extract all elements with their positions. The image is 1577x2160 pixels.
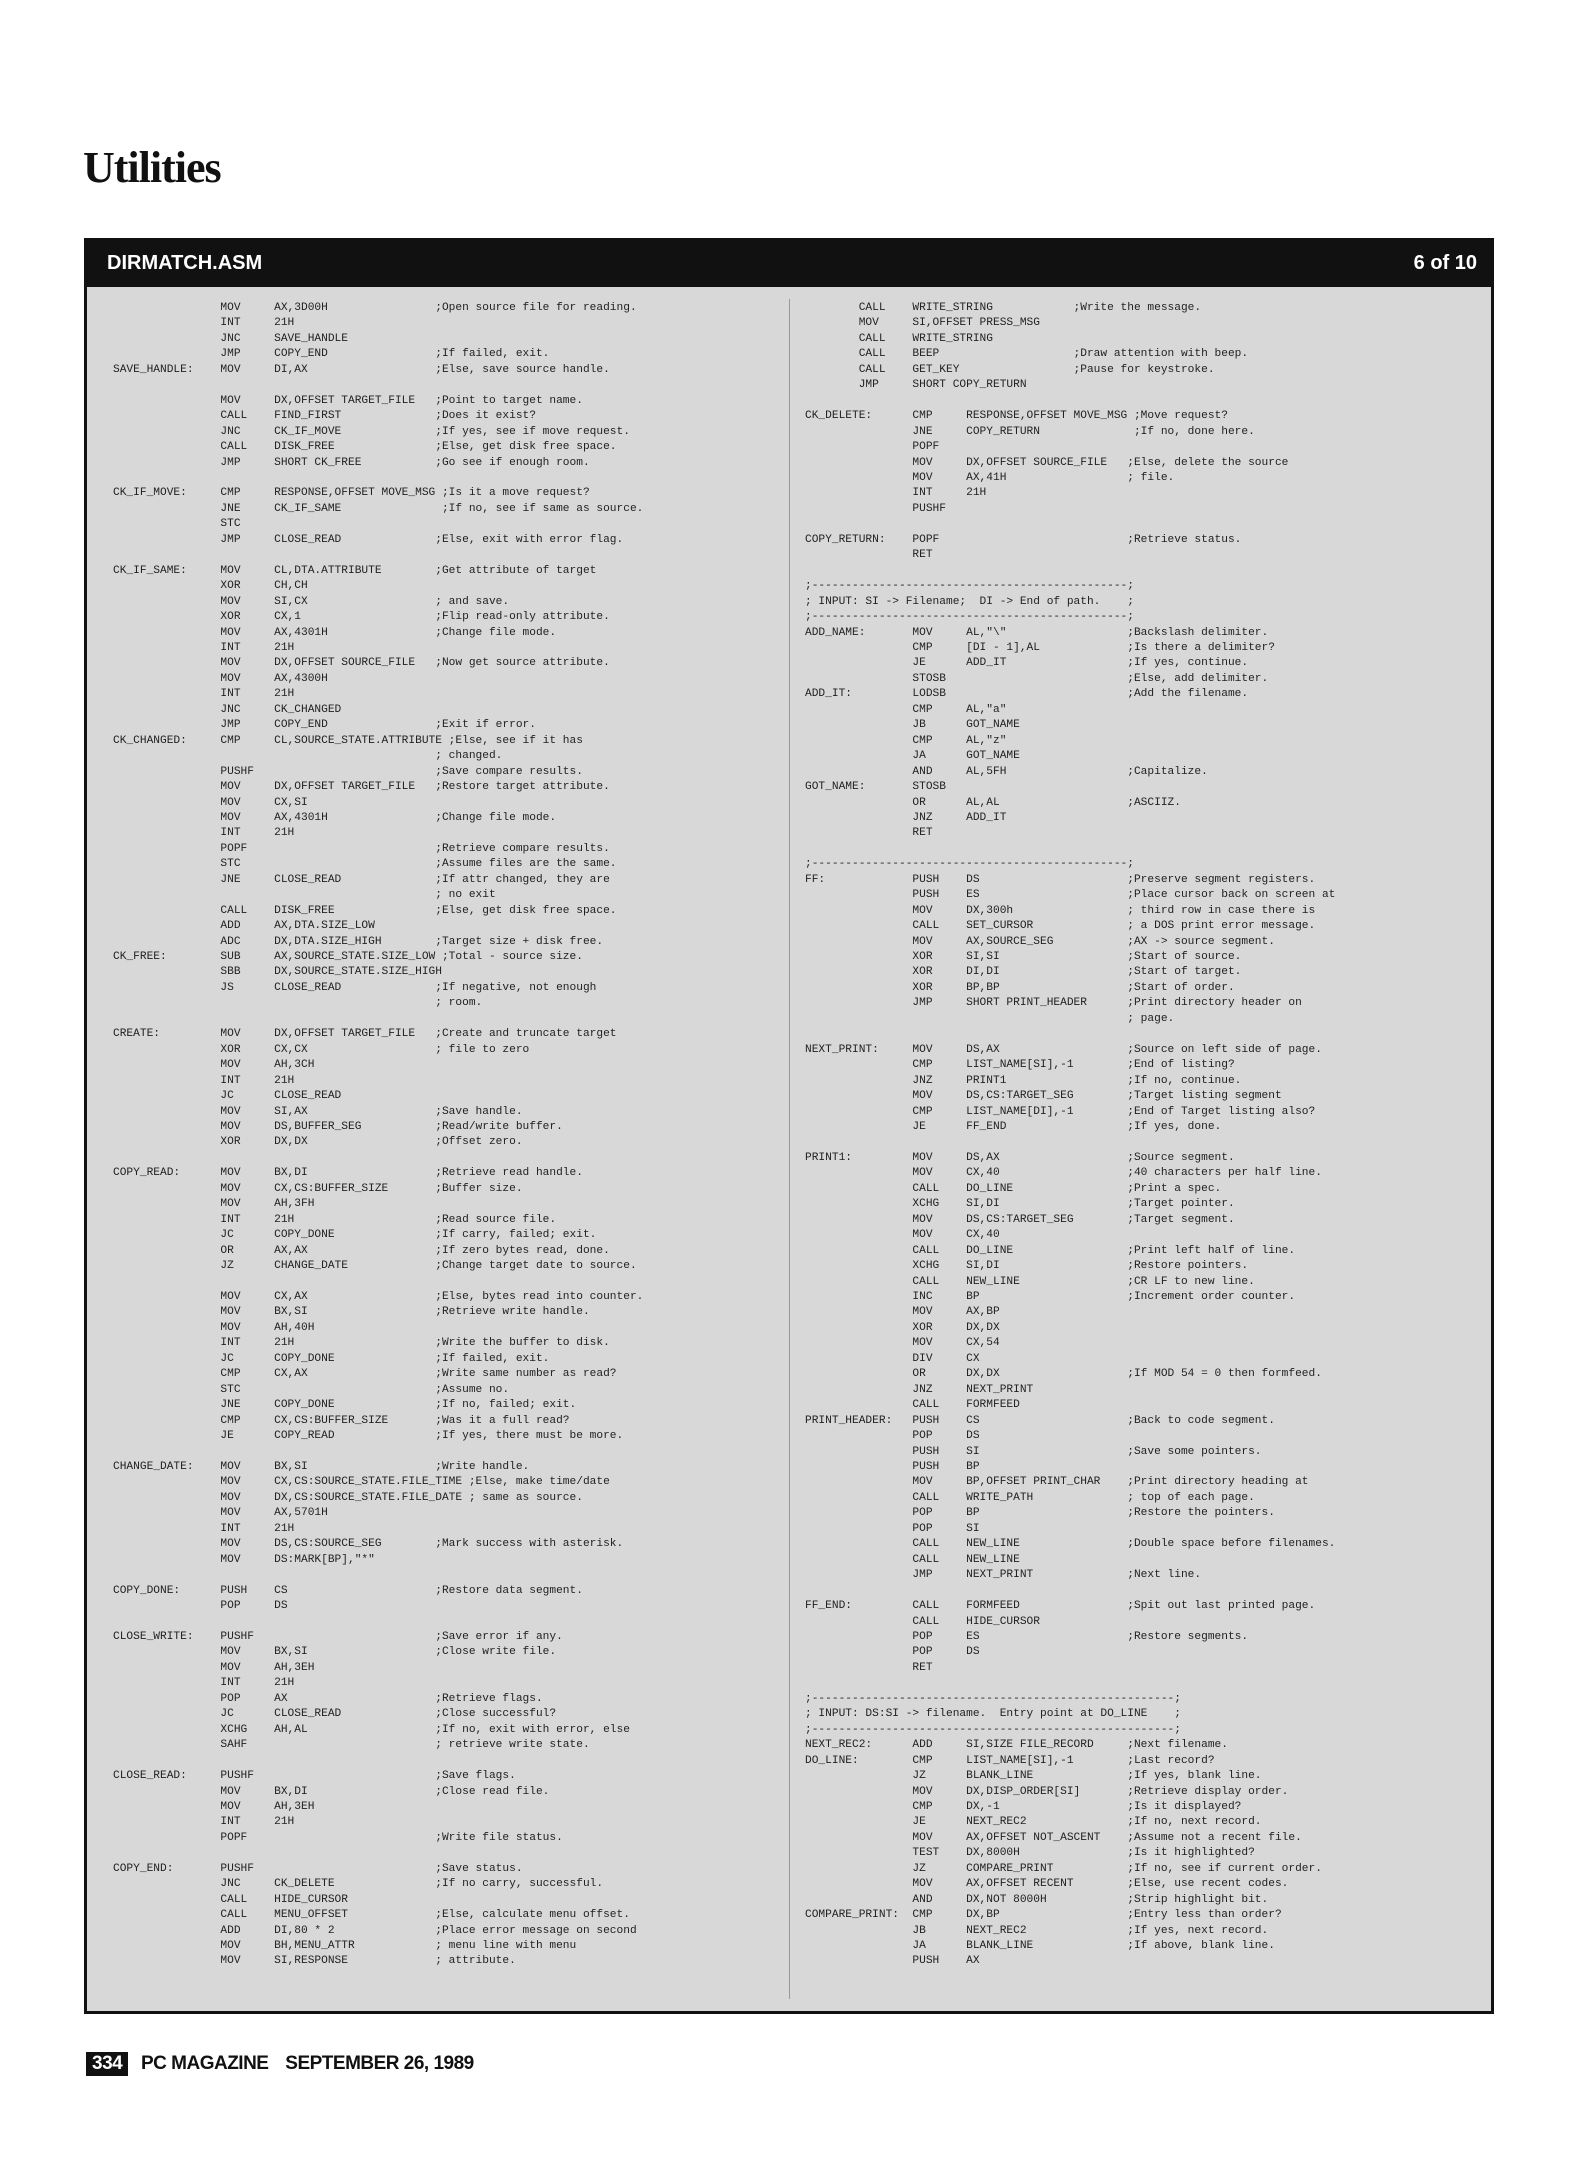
footer-magazine-name: PC MAGAZINE xyxy=(140,2053,269,2074)
footer-page-number: 334 xyxy=(86,2052,128,2076)
page-footer xyxy=(86,2052,474,2078)
code-column-right: CALL WRITE_STRING ;Write the message. MOV SI,OFFSET PRESS_MSG CALL WRITE_STRING CALL BEEP ;Draw attention with beep. CALL GET_KEY ;Pause for keystroke. JMP SHORT COPY_RETURN CK_DELETE: CMP RESPONSE,OFFSET MOVE_MSG ;Move request? JNE COPY_RETURN ;If no, done here. POPF MOV DX,OFFSET SOURCE_FILE ;Else, delete the source MOV AX,41H ; file. INT 21H PUSHF COPY_RETURN: POPF ;Retrieve status. RET ;-----------------------------------------------; ; INPUT: SI -> Filename; DI -> End of path. ; ;-----------------------------------------------; ADD_NAME: MOV AL,"\" ;Backslash delimiter. CMP [DI - 1],AL ;Is there a delimiter? JE ADD_IT ;If yes, continue. STOSB ;Else, add delimiter. ADD_IT: LODSB ;Add the filename. CMP AL,"a" JB GOT_NAME CMP AL,"z" JA GOT_NAME AND AL,5FH ;Capitalize. GOT_NAME: STOSB OR AL,AL ;ASCIIZ. JNZ ADD_IT RET ;-----------------------------------------------; FF: PUSH DS ;Preserve segment registers. PUSH ES ;Place cursor back on screen at MOV DX,300h ; third row in case there is CALL SET_CURSOR ; a DOS print error message. MOV AX,SOURCE_SEG ;AX -> source segment. XOR SI,SI ;Start of source. XOR DI,DI ;Start of target. XOR BP,BP ;Start of order. JMP SHORT PRINT_HEADER ;Print directory header on ; page. NEXT_PRINT: MOV DS,AX ;Source on left side of page. CMP LIST_NAME[SI],-1 ;End of listing? JNZ PRINT1 ;If no, continue. MOV DS,CS:TARGET_SEG ;Target listing segment CMP LIST_NAME[DI],-1 ;End of Target listing also? JE FF_END ;If yes, done. PRINT1: MOV DS,AX ;Source segment. MOV CX,40 ;40 characters per half line. CALL DO_LINE ;Print a spec. XCHG SI,DI ;Target pointer. MOV DS,CS:TARGET_SEG ;Target segment. MOV CX,40 CALL DO_LINE ;Print left half of line. XCHG SI,DI ;Restore pointers. CALL NEW_LINE ;CR LF to new line. INC BP ;Increment order counter. MOV AX,BP XOR DX,DX MOV CX,54 DIV CX OR DX,DX ;If MOD 54 = 0 then formfeed. JNZ NEXT_PRINT CALL FORMFEED PRINT_HEADER: PUSH CS ;Back to code segment. POP DS PUSH SI ;Save some pointers. PUSH BP MOV BP,OFFSET PRINT_CHAR ;Print directory heading at CALL WRITE_PATH ; top of each page. POP BP ;Restore the pointers. POP SI CALL NEW_LINE ;Double space before filenames. CALL NEW_LINE JMP NEXT_PRINT ;Next line. FF_END: CALL FORMFEED ;Spit out last printed page. CALL HIDE_CURSOR POP ES ;Restore segments. POP DS RET ;------------------------------------------------------; ; INPUT: DS:SI -> filename. Entry point at DO_LINE ; ;------------------------------------------------------; NEXT_REC2: ADD SI,SIZE FILE_RECORD ;Next filename. DO_LINE: CMP LIST_NAME[SI],-1 ;Last record? JZ BLANK_LINE ;If yes, blank line. MOV DX,DISP_ORDER[SI] ;Retrieve display order. CMP DX,-1 ;Is it displayed? JE NEXT_REC2 ;If no, next record. MOV AX,OFFSET NOT_ASCENT ;Assume not a recent file. TEST DX,8000H ;Is it highlighted? JZ COMPARE_PRINT ;If no, see if current order. MOV AX,OFFSET RECENT ;Else, use recent codes. AND DX,NOT 8000H ;Strip highlight bit. COMPARE_PRINT: CMP DX,BP ;Entry less than order? JB NEXT_REC2 ;If yes, next record. JA BLANK_LINE ;If above, blank line. PUSH AX xyxy=(805,302,1336,1968)
code-listing-box xyxy=(84,238,1494,2014)
section-title: Utilities xyxy=(83,143,221,192)
code-column-left: MOV AX,3D00H ;Open source file for reading. INT 21H JNC SAVE_HANDLE JMP COPY_END ;If failed, exit. SAVE_HANDLE: MOV DI,AX ;Else, save source handle. MOV DX,OFFSET TARGET_FILE ;Point to target name. CALL FIND_FIRST ;Does it exist? JNC CK_IF_MOVE ;If yes, see if move request. CALL DISK_FREE ;Else, get disk free space. JMP SHORT CK_FREE ;Go see if enough room. CK_IF_MOVE: CMP RESPONSE,OFFSET MOVE_MSG ;Is it a move request? JNE CK_IF_SAME ;If no, see if same as source. STC JMP CLOSE_READ ;Else, exit with error flag. CK_IF_SAME: MOV CL,DTA.ATTRIBUTE ;Get attribute of target XOR CH,CH MOV SI,CX ; and save. XOR CX,1 ;Flip read-only attribute. MOV AX,4301H ;Change file mode. INT 21H MOV DX,OFFSET SOURCE_FILE ;Now get source attribute. MOV AX,4300H INT 21H JNC CK_CHANGED JMP COPY_END ;Exit if error. CK_CHANGED: CMP CL,SOURCE_STATE.ATTRIBUTE ;Else, see if it has ; changed. PUSHF ;Save compare results. MOV DX,OFFSET TARGET_FILE ;Restore target attribute. MOV CX,SI MOV AX,4301H ;Change file mode. INT 21H POPF ;Retrieve compare results. STC ;Assume files are the same. JNE CLOSE_READ ;If attr changed, they are ; no exit CALL DISK_FREE ;Else, get disk free space. ADD AX,DTA.SIZE_LOW ADC DX,DTA.SIZE_HIGH ;Target size + disk free. CK_FREE: SUB AX,SOURCE_STATE.SIZE_LOW ;Total - source size. SBB DX,SOURCE_STATE.SIZE_HIGH JS CLOSE_READ ;If negative, not enough ; room. CREATE: MOV DX,OFFSET TARGET_FILE ;Create and truncate target XOR CX,CX ; file to zero MOV AH,3CH INT 21H JC CLOSE_READ MOV SI,AX ;Save handle. MOV DS,BUFFER_SEG ;Read/write buffer. XOR DX,DX ;Offset zero. COPY_READ: MOV BX,DI ;Retrieve read handle. MOV CX,CS:BUFFER_SIZE ;Buffer size. MOV AH,3FH INT 21H ;Read source file. JC COPY_DONE ;If carry, failed; exit. OR AX,AX ;If zero bytes read, done. JZ CHANGE_DATE ;Change target date to source. MOV CX,AX ;Else, bytes read into counter. MOV BX,SI ;Retrieve write handle. MOV AH,40H INT 21H ;Write the buffer to disk. JC COPY_DONE ;If failed, exit. CMP CX,AX ;Write same number as read? STC ;Assume no. JNE COPY_DONE ;If no, failed; exit. CMP CX,CS:BUFFER_SIZE ;Was it a full read? JE COPY_READ ;If yes, there must be more. CHANGE_DATE: MOV BX,SI ;Write handle. MOV CX,CS:SOURCE_STATE.FILE_TIME ;Else, make time/date MOV DX,CS:SOURCE_STATE.FILE_DATE ; same as source. MOV AX,5701H INT 21H MOV DS,CS:SOURCE_SEG ;Mark success with asterisk. MOV DS:MARK[BP],"*" COPY_DONE: PUSH CS ;Restore data segment. POP DS CLOSE_WRITE: PUSHF ;Save error if any. MOV BX,SI ;Close write file. MOV AH,3EH INT 21H POP AX ;Retrieve flags. JC CLOSE_READ ;Close successful? XCHG AH,AL ;If no, exit with error, else SAHF ; retrieve write state. CLOSE_READ: PUSHF ;Save flags. MOV BX,DI ;Close read file. MOV AH,3EH INT 21H POPF ;Write file status. COPY_END: PUSHF ;Save status. JNC CK_DELETE ;If no carry, successful. CALL HIDE_CURSOR CALL MENU_OFFSET ;Else, calculate menu offset. ADD DI,80 * 2 ;Place error message on second MOV BH,MENU_ATTR ; menu line with menu MOV SI,RESPONSE ; attribute. xyxy=(113,302,644,1968)
footer-issue-date: SEPTEMBER 26, 1989 xyxy=(285,2053,474,2074)
listing-filename: DIRMATCH.ASM xyxy=(107,252,263,274)
listing-header-bar xyxy=(87,241,1491,287)
listing-page-count: 6 of 10 xyxy=(1413,252,1477,274)
column-divider xyxy=(789,299,790,1999)
